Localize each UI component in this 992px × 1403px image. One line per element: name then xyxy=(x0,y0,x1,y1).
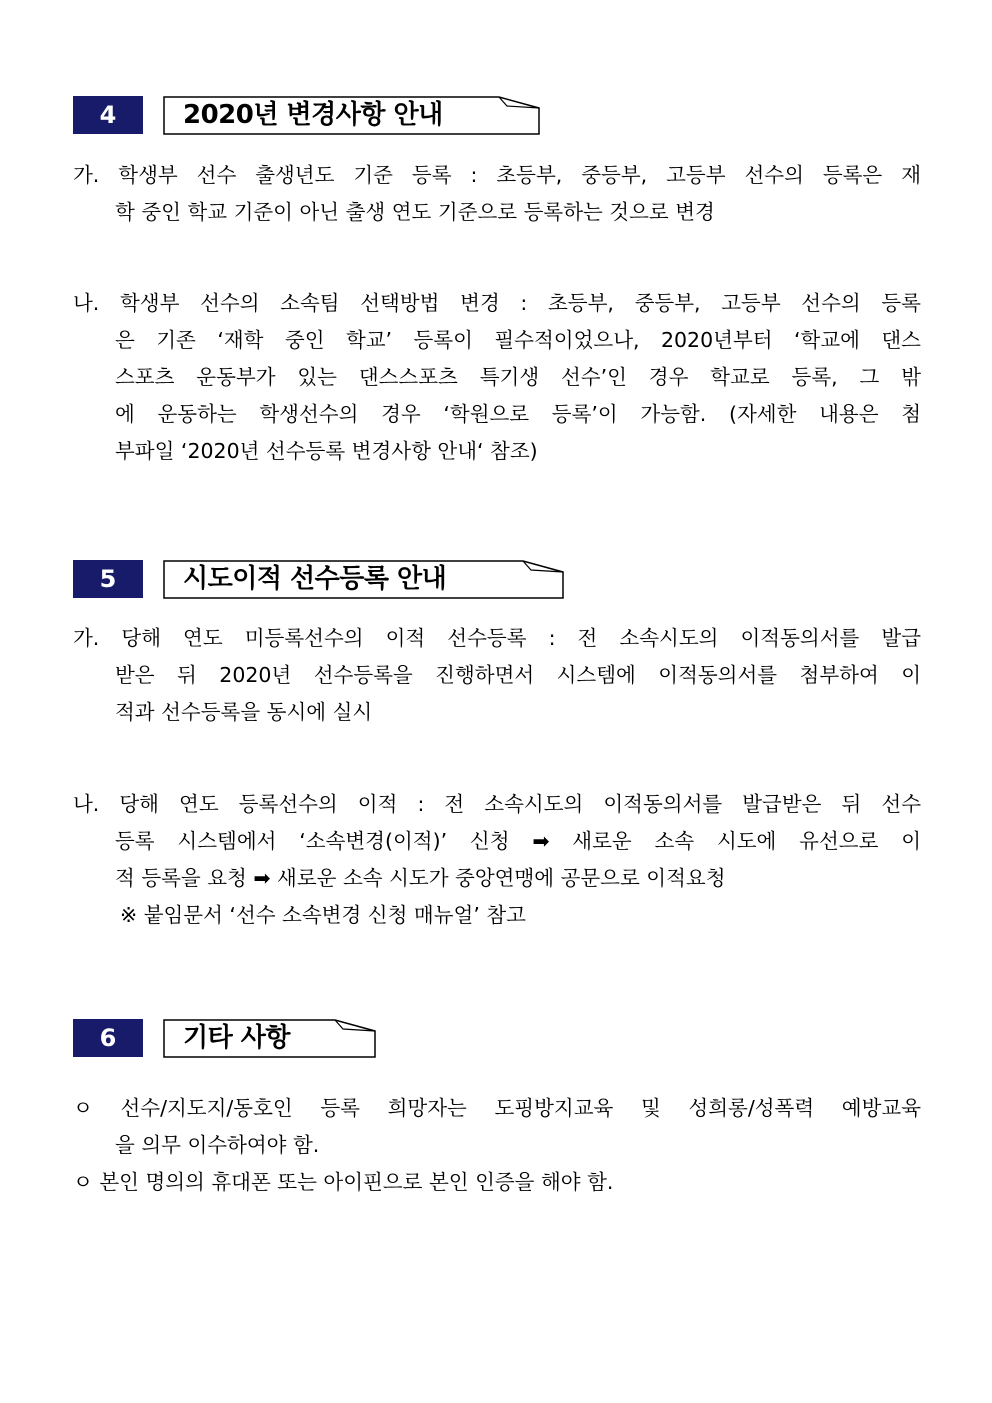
paragraph-line: 등록 시스템에서 ‘소속변경(이적)’ 신청 ➡ 새로운 소속 시도에 유선으로 이 xyxy=(115,829,921,853)
section-4-item-na xyxy=(73,285,921,470)
section-number: 5 xyxy=(73,560,143,598)
reference-note: ※ 붙임문서 ‘선수 소속변경 신청 매뉴얼’ 참고 xyxy=(120,903,526,927)
section-title-box xyxy=(163,560,565,598)
paragraph-line: 나. 당해 연도 등록선수의 이적 : 전 소속시도의 이적동의서를 발급받은 뒤 선수 xyxy=(73,792,921,816)
section-title: 2020년 변경사항 안내 xyxy=(183,100,443,130)
section-5-item-ga xyxy=(73,620,921,731)
paragraph-line: 은 기존 ‘재학 중인 학교’ 등록이 필수적이었으나, 2020년부터 ‘학교에 댄스 xyxy=(115,328,921,352)
section-title-box xyxy=(163,96,541,134)
paragraph-line: 가. 학생부 선수 출생년도 기준 등록 : 초등부, 중등부, 고등부 선수의 등록은 재 xyxy=(73,163,921,187)
section-number: 4 xyxy=(73,96,143,134)
section-title: 시도이적 선수등록 안내 xyxy=(183,564,447,594)
section-title: 기타 사항 xyxy=(183,1023,291,1053)
section-4-item-ga xyxy=(73,157,921,231)
paragraph-line: 적과 선수등록을 동시에 실시 xyxy=(115,700,373,724)
paragraph-line: 학 중인 학교 기준이 아닌 출생 연도 기준으로 등록하는 것으로 변경 xyxy=(115,200,715,224)
paragraph-line: 적 등록을 요청 ➡ 새로운 소속 시도가 중앙연맹에 공문으로 이적요청 xyxy=(115,866,726,890)
section-5-item-na xyxy=(73,786,921,934)
section-number: 6 xyxy=(73,1019,143,1057)
paragraph-line: 받은 뒤 2020년 선수등록을 진행하면서 시스템에 이적동의서를 첨부하여 이 xyxy=(115,663,921,687)
paragraph-line: 에 운동하는 학생선수의 경우 ‘학원으로 등록’이 가능함. (자세한 내용은 첨 xyxy=(115,402,921,426)
paragraph-line: 나. 학생부 선수의 소속팀 선택방법 변경 : 초등부, 중등부, 고등부 선수의 등록 xyxy=(73,291,921,315)
section-6-bullet-1 xyxy=(73,1090,921,1164)
paragraph-line: 부파일 ‘2020년 선수등록 변경사항 안내‘ 참조) xyxy=(115,439,538,463)
bullet-line: ㅇ 선수/지도지/동호인 등록 희망자는 도핑방지교육 및 성희롱/성폭력 예방교육 xyxy=(73,1096,921,1120)
paragraph-line: 스포츠 운동부가 있는 댄스스포츠 특기생 선수’인 경우 학교로 등록, 그 밖 xyxy=(115,365,921,389)
paragraph-line: 가. 당해 연도 미등록선수의 이적 선수등록 : 전 소속시도의 이적동의서를 발급 xyxy=(73,626,921,650)
section-6-bullet-2 xyxy=(73,1164,921,1201)
bullet-line: 을 의무 이수하여야 함. xyxy=(115,1133,320,1157)
section-title-box xyxy=(163,1019,377,1057)
bullet-line: ㅇ 본인 명의의 휴대폰 또는 아이핀으로 본인 인증을 해야 함. xyxy=(73,1170,614,1194)
